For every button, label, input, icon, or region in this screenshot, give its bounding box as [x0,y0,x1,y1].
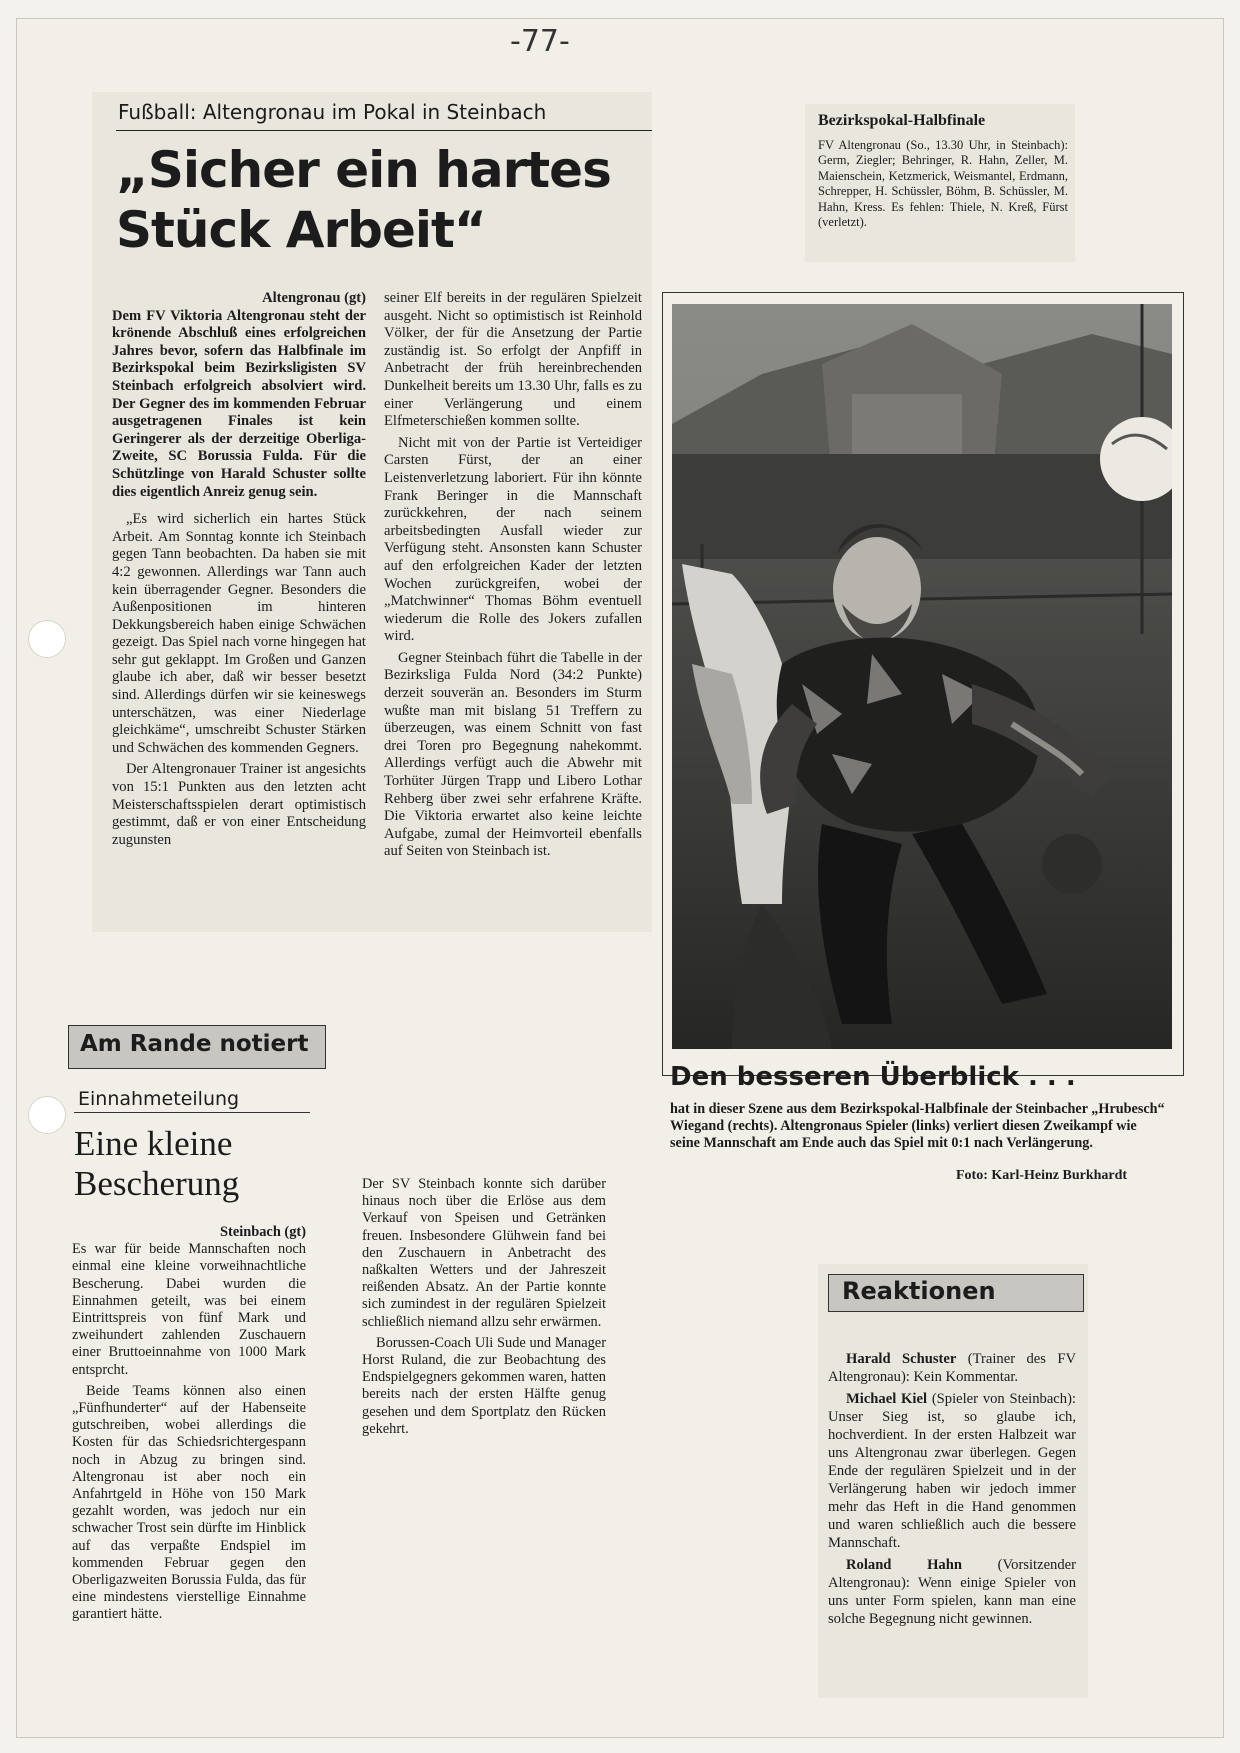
main-col2-paragraph-3: Gegner Steinbach führt die Tabelle in der Bezirksliga Fulda Nord (34:2 Punkte) derzeit souverän an. Besonders im Sturm wußte man mit bislang 51 Treffern zu überzeugen, was einem Schnitt von fast drei Toren pro Begegnung nahekommt. Allerdings verfügt auch die Abwehr mit Torhüter Jürgen Trapp und Libero Lothar Rehberg über zwei sehr erfahrene Kräfte. Die Viktoria erwartet also keine leichte Aufgabe, zumal der Heimvorteil ebenfalls auf Seiten von Steinbach ist. [384,649,642,860]
main-headline [116,140,611,260]
football-photo [672,304,1172,1049]
main-kicker: Fußball: Altengronau im Pokal in Steinbach [118,100,547,124]
side-headline-line1: Eine kleine [74,1124,233,1163]
photo-caption: hat in dieser Szene aus dem Bezirkspokal-Halbfinale der Steinbacher „Hrubesch“ Wiegand (rechts). Altengronaus Spieler (links) verliert diesen Zweikampf wie seine Mannschaft am Ende auch das Spiel mit 0:1 nach Verlängerung. [670,1101,1165,1151]
side-col1-paragraph-1: Es war für beide Mannschaften noch einmal eine kleine vorweihnachtliche Bescherung. Dabei wurden die Einnahmen geteilt, was bei einem Eintrittspreis von fünf Mark und zweihundert zahlenden Zuschauern einer Bruttoeinnahme von 1000 Mark entsprcht. [72,1241,306,1378]
side-col2-paragraph-2: Borussen-Coach Uli Sude und Manager Horst Ruland, die zur Beobachtung des Endspielgegners gekommen waren, hatten bereits nach der ersten Hälfte genug gesehen und dem Sportplatz den Rücken gekehrt. [362,1334,606,1437]
reaction-1-name: Harald Schuster [846,1351,957,1367]
photo-credit: Foto: Karl-Heinz Burkhardt [956,1168,1128,1183]
main-column-1 [112,290,366,853]
reactions-header: Reaktionen [842,1277,996,1305]
side-byline: Steinbach (gt) [220,1224,306,1240]
side-kicker-rule [74,1112,310,1113]
reaction-1-text: (Trainer des FV Altengronau): Kein Kommentar. [828,1351,1076,1385]
reactions-column [828,1350,1076,1632]
reaction-3-text: (Vorsitzender Altengronau): Wenn einige Spieler von uns unter Form spielen, kann man eine solche Begegnung nicht gewinnen. [828,1557,1076,1627]
football-photo-drawing [672,304,1172,1049]
punch-hole-upper [28,620,66,658]
side-headline-line2: Bescherung [74,1164,240,1203]
side-kicker: Einnahmeteilung [78,1088,240,1110]
reaction-3-name: Roland Hahn [846,1557,962,1573]
side-column-2 [362,1176,606,1442]
lineup-text: FV Altengronau (So., 13.30 Uhr, in Steinbach): Germ, Ziegler; Behringer, R. Hahn, Zeller, M. Maienschein, Ketzmerick, Weismantel, Erdmann, Schrepper, H. Schüssler, Böhm, B. Schüssler, M. Hahn, Kress. Es fehlen: Thiele, N. Kreß, Fürst (verletzt). [818,138,1068,230]
kicker-rule [116,130,652,131]
main-col1-paragraph-2: Der Altengronauer Trainer ist angesichts von 15:1 Punkten aus den letzten acht Meisterschaftsspielen derart optimistisch gestimmt, daß er von einer Entscheidung zugunsten [112,761,366,848]
main-col1-paragraph-1: „Es wird sicherlich ein hartes Stück Arbeit. Am Sonntag konnte ich Steinbach gegen Tann beobachten. Da haben sie mit 4:2 gewonnen. Allerdings war Tann auch kein überragender Gegner. Besonders die Außenpositionen im hinteren Dekkungsbereich haben einige Schwächen gezeigt. Das Spiel nach vorne hingegen hat sehr gut geklappt. Im Großen und Ganzen glaube ich aber, daß wir besser besetzt sind. Allerdings dürfen wir sie keineswegs unterschätzen, was einer Niederlage gleichkäme“, umschreibt Schuster Stärken und Schwächen des kommenden Gegners. [112,511,366,756]
lineup-title: Bezirkspokal-Halbfinale [818,112,986,129]
reaction-2-text: (Spieler von Steinbach): Unser Sieg ist, so glaube ich, hochverdient. In der ersten Halbzeit war uns Altengronau zwar überlegen. Gegen Ende der regulären Spielzeit und in der Verlängerung haben wir jedoch immer mehr das Heft in die Hand genommen und waren schließlich auch die bessere Mannschaft. [828,1391,1076,1551]
main-col2-paragraph-1: seiner Elf bereits in der regulären Spielzeit ausgeht. Nicht so optimistisch ist Reinhold Völker, der für die Ansetzung der Partie zuständig ist. So erfolgt der Anpfiff in Anbetracht der früh hereinbrechenden Dunkelheit bereits um 13.30 Uhr, falls es zu einer Verlängerung und einem Elfmeterschießen kommen sollte. [384,290,642,430]
main-byline: Altengronau (gt) [262,290,366,306]
main-col2-paragraph-2: Nicht mit von der Partie ist Verteidiger Carsten Fürst, der an einer Leistenverletzung laboriert. Für ihn könnte Frank Beringer in die Mannschaft zurückkehren, der nach seinem arbeitsbedingten Ausfall wieder zur Verfügung steht. Ansonsten kann Schuster auf den erfolgreichen Kader der letzten Wochen zurückgreifen, wobei der „Matchwinner“ Thomas Böhm eventuell wiederum die Rolle des Jokers zufallen wird. [384,434,642,645]
main-lead: Dem FV Viktoria Altengronau steht der krönende Abschluß eines erfolgreichen Jahres bevor, sofern das Halbfinale im Bezirkspokal beim Bezirksligisten SV Steinbach erfolgreich absolviert wird. Der Gegner des im kommenden Februar ausgetragenen Finales ist kein Geringerer als der derzeitige Oberliga-Zweite, SC Borussia Fulda. Für die Schützlinge von Harald Schuster sollte dies eigentlich Anreiz genug sein. [112,307,366,500]
photo-caption-headline: Den besseren Überblick . . . [670,1062,1076,1092]
side-col2-paragraph-1: Der SV Steinbach konnte sich darüber hinaus noch über die Erlöse aus dem Verkauf von Speisen und Getränken freuen. Insbesondere Glühwein fand bei den Zuschauern in Anbetracht des naßkalten Wetters und der Jahreszeit reißenden Absatz. An der Partie konnte sich zumindest in der regulären Spielzeit schließlich niemand allzu sehr erwärmen. [362,1176,606,1330]
reaction-2-name: Michael Kiel [846,1391,927,1407]
side-column-1 [72,1224,306,1628]
main-headline-line1: „Sicher ein hartes [116,141,611,199]
main-headline-line2: Stück Arbeit“ [116,201,486,259]
section-header: Am Rande notiert [80,1031,309,1057]
punch-hole-lower [28,1096,66,1134]
side-col1-paragraph-2: Beide Teams können also einen „Fünfhunderter“ auf der Habenseite gutschreiben, wobei allerdings die Kosten für das Schiedsrichtergespann noch in Abzug zu bringen sind. Altengronau ist aber noch ein Anfahrtgeld in Höhe von 150 Mark gezahlt worden, was jedoch nur ein schwacher Trost sein dürfte im Hinblick auf das verpaßte Endspiel im kommenden Februar gegen den Oberligazweiten Borussia Fulda, das für eine mindestens vierstellige Einnahme garantiert hätte. [72,1382,306,1623]
main-column-2 [384,290,642,865]
page-number: -77- [510,24,570,59]
side-headline [74,1124,239,1204]
